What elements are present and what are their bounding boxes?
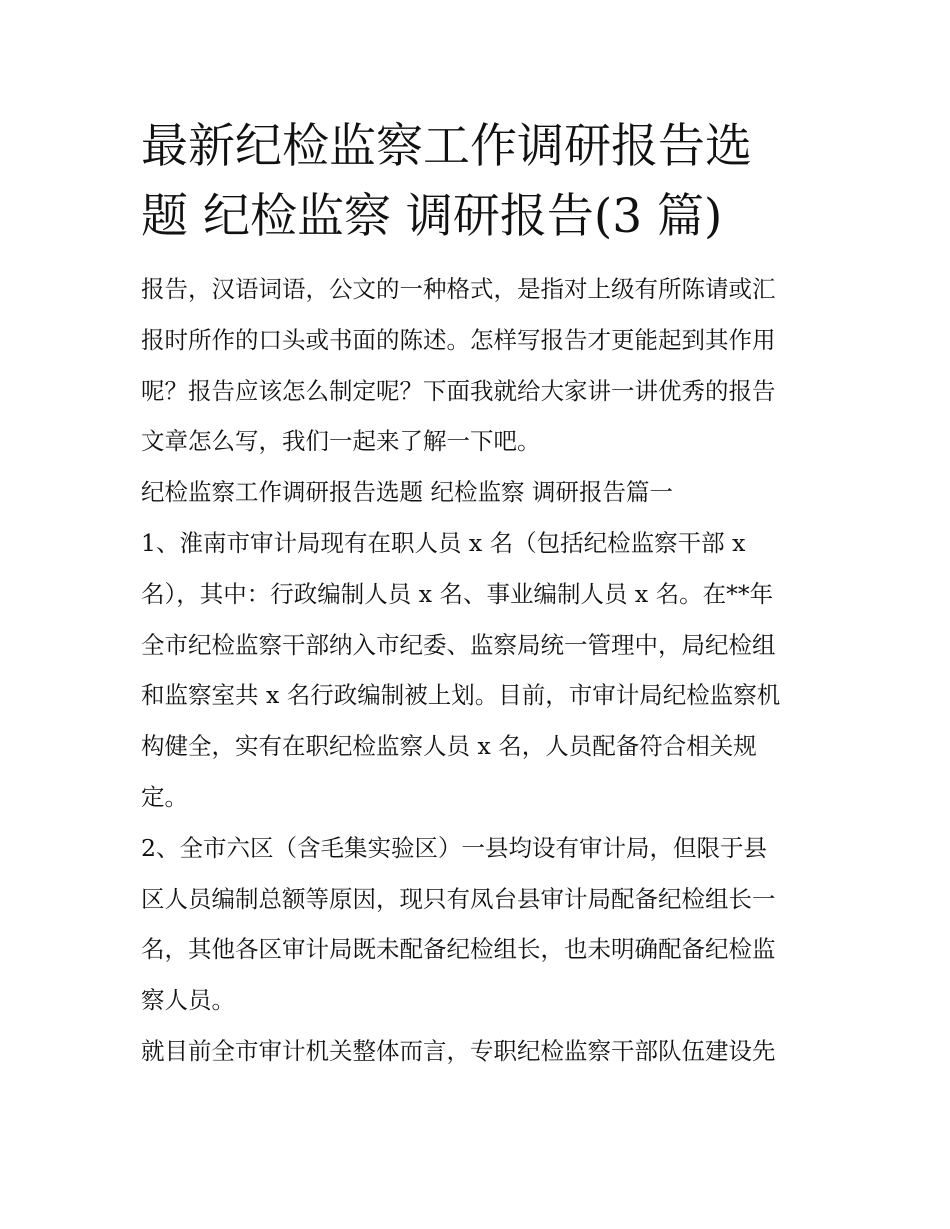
text-line: 察人员。 [141, 986, 235, 1015]
text-line: 报告，汉语词语，公文的一种格式，是指对上级有所陈请或汇 [141, 275, 776, 303]
text-line: 名），其中：行政编制人员 x 名、事业编制人员 x 名。在**年 [141, 579, 774, 608]
title-line: 题 纪检监察 调研报告(3 篇) [141, 189, 723, 244]
text-line: 区人员编制总额等原因，现只有凤台县审计局配备纪检组长一 [141, 884, 776, 913]
section-heading [141, 467, 821, 518]
text-line: 纪检监察工作调研报告选题 纪检监察 调研报告篇一 [141, 478, 673, 507]
text-line: 文章怎么写，我们一起来了解一下吧。 [141, 427, 541, 456]
text-line: 就目前全市审计机关整体而言，专职纪检监察干部队伍建设先 [141, 1036, 776, 1065]
text-line: 和监察室共 x 名行政编制被上划。目前，市审计局纪检监察机 [141, 681, 781, 710]
text-line: 2、全市六区（含毛集实验区）一县均设有审计局，但限于县 [141, 833, 767, 862]
document-body [141, 112, 821, 1077]
title-line: 最新纪检监察工作调研报告选 [141, 119, 752, 174]
text-line: 呢？报告应该怎么制定呢？下面我就给大家讲一讲优秀的报告 [141, 376, 776, 405]
text-line: 定。 [141, 782, 188, 811]
text-line: 构健全，实有在职纪检监察人员 x 名，人员配备符合相关规 [141, 732, 757, 761]
paragraph-item-1 [141, 518, 821, 823]
text-line: 名，其他各区审计局既未配备纪检组长，也未明确配备纪检监 [141, 935, 776, 964]
paragraph-intro [141, 264, 821, 467]
text-line: 1、淮南市审计局现有在职人员 x 名（包括纪检监察干部 x [141, 528, 746, 557]
text-line: 报时所作的口头或书面的陈述。怎样写报告才更能起到其作用 [141, 325, 776, 354]
paragraph-summary [141, 1026, 821, 1077]
text-line: 全市纪检监察干部纳入市纪委、监察局统一管理中，局纪检组 [141, 630, 776, 659]
paragraph-item-2 [141, 823, 821, 1026]
document-title [141, 112, 821, 252]
